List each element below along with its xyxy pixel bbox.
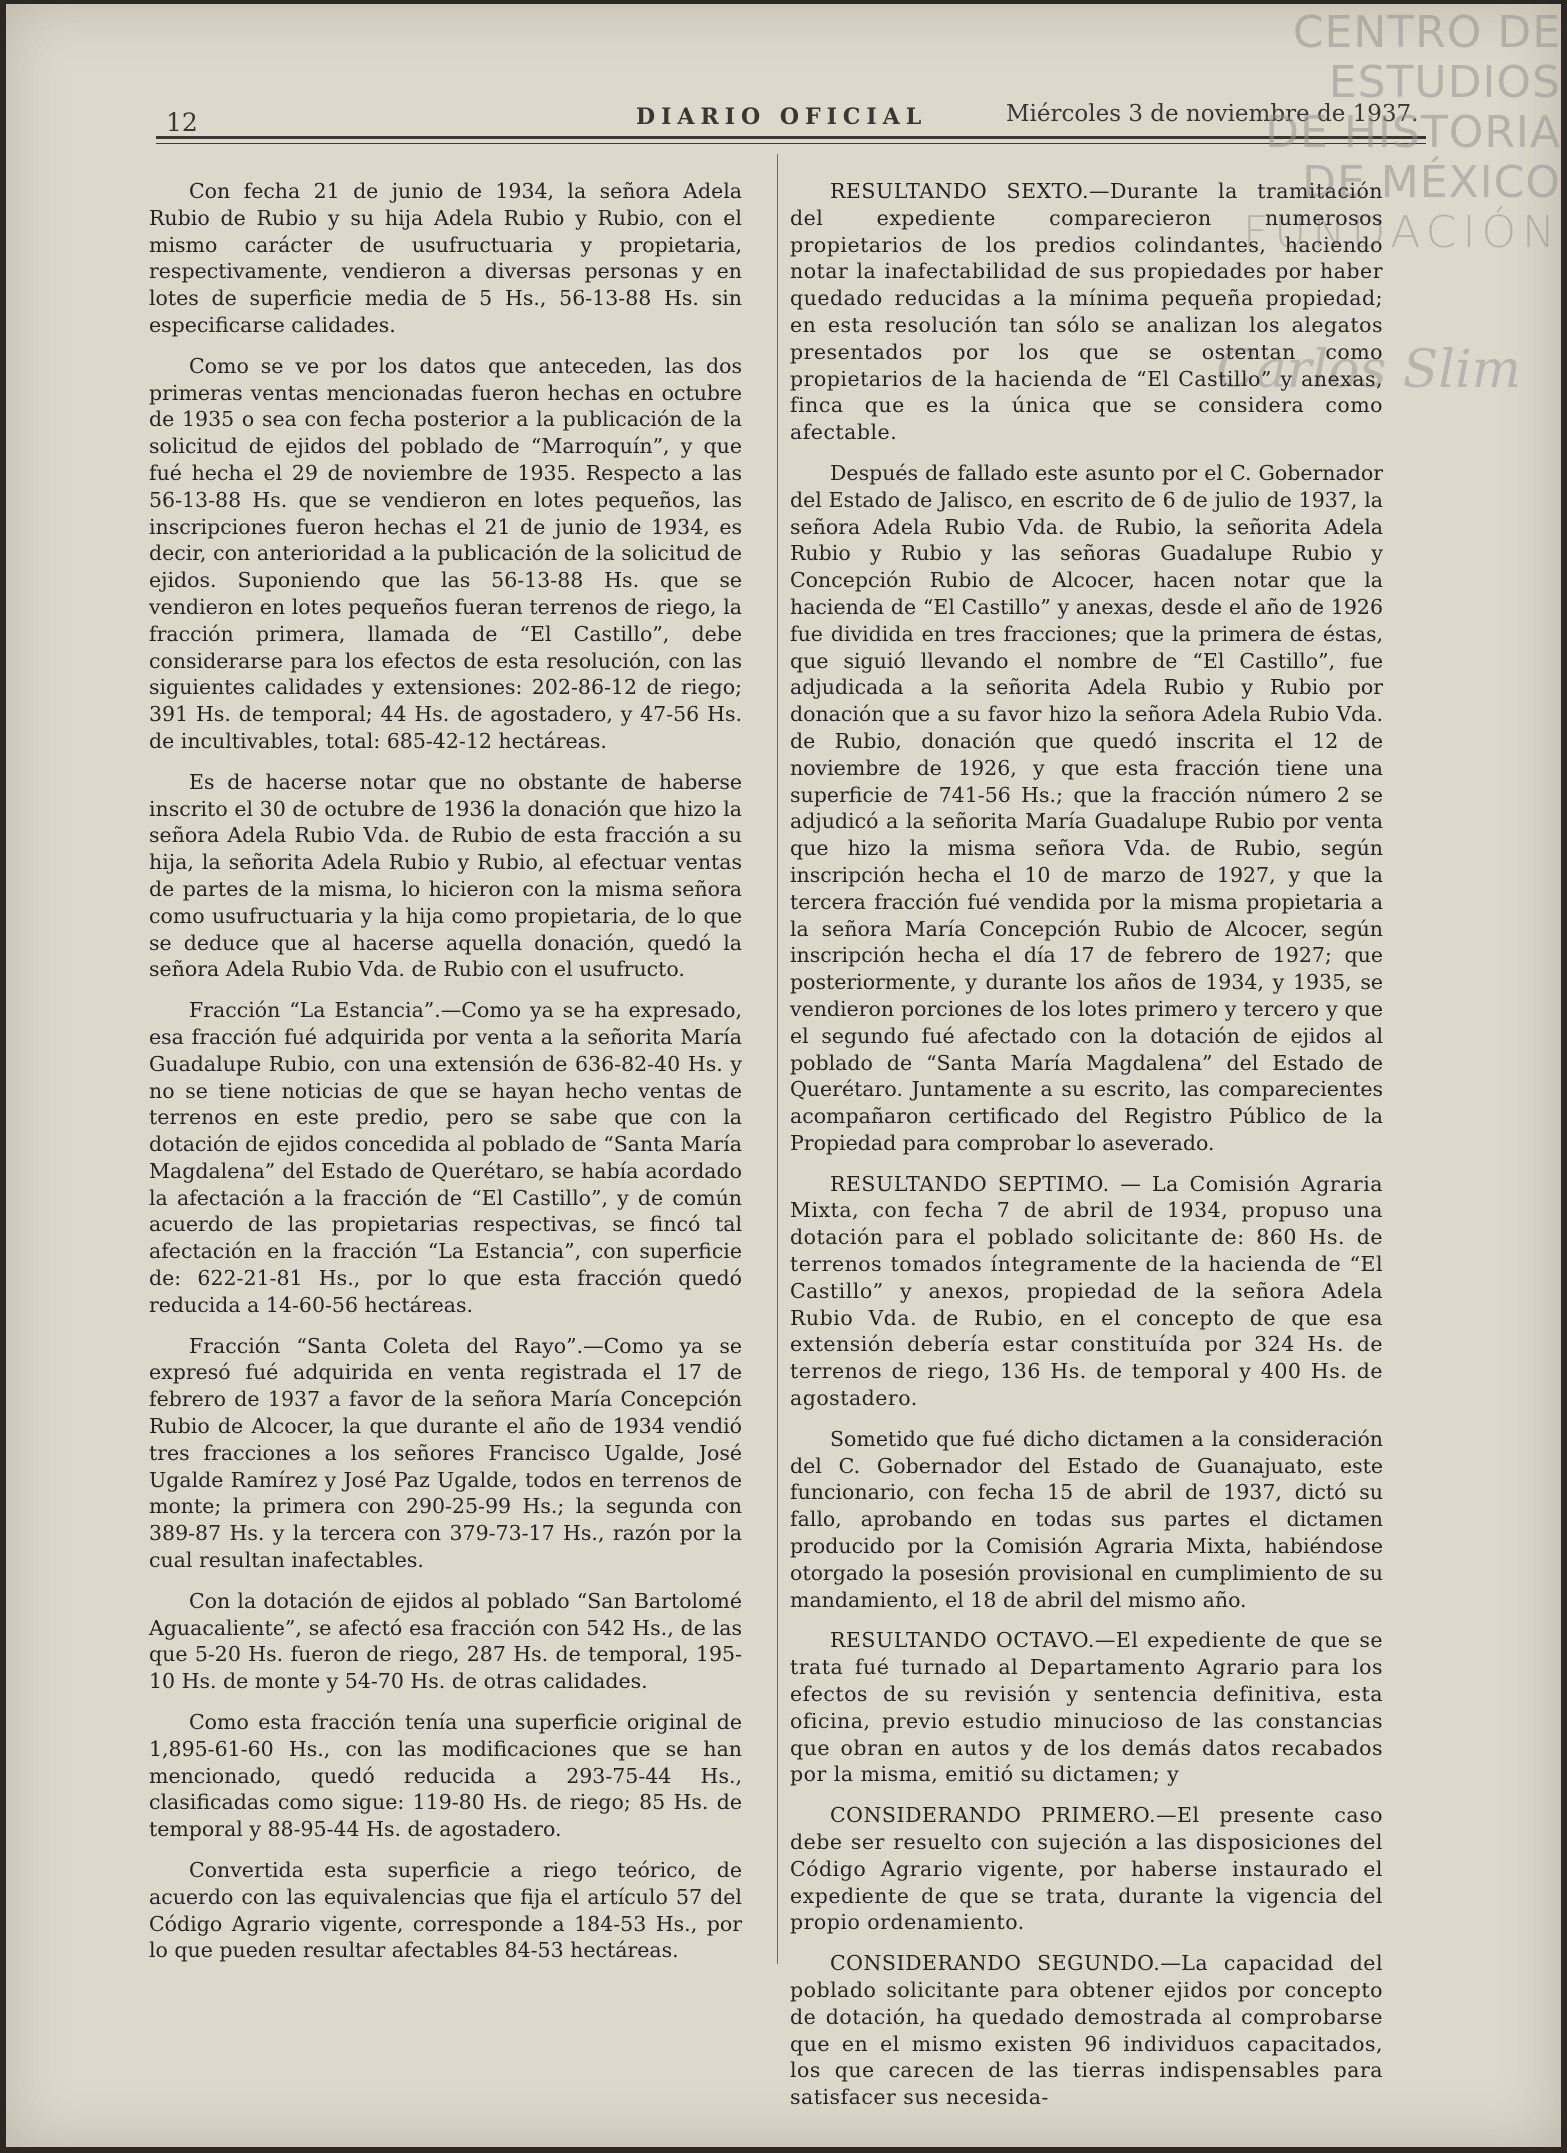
paragraph: Es de hacerse notar que no obstante de haberse inscrito el 30 de octubre de 1936 la donación que hizo la señora Adela Rubio Vda. de Rubio de esta fracción a su hija, la señorita Adela Rubio y Rubio, al efectuar ventas de partes de la misma, lo hicieron con la misma señora como usufructuaria y la hija como propietaria, de lo que se deduce que al hacerse aquella donación, quedó la señora Adela Rubio Vda. de Rubio con el usufructo. xyxy=(149,769,742,982)
watermark-line: DE HISTORIA xyxy=(1265,107,1561,158)
watermark-line: CENTRO DE xyxy=(1292,7,1561,58)
newspaper-page xyxy=(6,4,1561,2147)
paragraph: Como se ve por los datos que anteceden, las dos primeras ventas mencionadas fueron hechas en octubre de 1935 o sea con fecha posterior a la publicación de la solicitud de ejidos del poblado de “Marroquín”, y que fué hecha el 29 de noviembre de 1935. Respecto a las 56-13-88 Hs. que se vendieron en lotes pequeños, las inscripciones fueron hechas el 21 de junio de 1934, es decir, con anterioridad a la publicación de la solicitud de ejidos. Suponiendo que las 56-13-88 Hs. que se vendieron en lotes pequeños fueran terrenos de riego, la fracción primera, llamada de “El Castillo”, debe considerarse para los efectos de esta resolución, con las siguientes calidades y extensiones: 202-86-12 de riego; 391 Hs. de temporal; 44 Hs. de agostadero, y 47-56 Hs. de incultivables, total: 685-42-12 hectáreas. xyxy=(149,353,742,753)
paragraph: Convertida esta superficie a riego teórico, de acuerdo con las equivalencias que fija el artículo 57 del Código Agrario vigente, corresponde a 184-53 Hs., por lo que pueden resultar afectables 84-53 hectáreas. xyxy=(149,1858,742,1963)
paragraph: Fracción “La Estancia”.—Como ya se ha expresado, esa fracción fué adquirida por venta a la señorita María Guadalupe Rubio, con una extensión de 636-82-40 Hs. y no se tiene noticias de que se hayan hecho ventas de terrenos en este predio, pero se sabe que con la dotación de ejidos concedida al poblado de “Santa María Magdalena” del Estado de Querétaro, se había acordado la afectación a la fracción de “El Castillo”, y de común acuerdo de las propietarias respectivas, se fincó tal afectación en la fracción “La Estancia”, con superficie de: 622-21-81 Hs., por lo que esta fracción quedó reducida a 14-60-56 hectáreas. xyxy=(149,998,742,1317)
watermark-signature: Carlos Slim xyxy=(1216,340,1521,400)
issue-date: Miércoles 3 de noviembre de 1937. xyxy=(1006,101,1419,127)
paragraph-resultando-sexto: RESULTANDO SEXTO.—Durante la tramitación del expediente comparecieron numerosos propietarios de los predios colindantes, haciendo notar la inafectabilidad de sus propiedades por haber quedado reducidas a la mínima pequeña propiedad; en esta resolución tan sólo se analizan los alegatos presentados por los que se ostentan como propietarios de la hacienda de “El Castillo” y anexas, finca que es la única que se considera como afectable. xyxy=(790,179,1383,445)
watermark-line: DE MÉXICO xyxy=(1302,157,1561,208)
paragraph: Como esta fracción tenía una superficie original de 1,895-61-60 Hs., con las modificaciones que se han mencionado, quedó reducida a 293-75-44 Hs., clasificadas como sigue: 119-80 Hs. de riego; 85 Hs. de temporal y 88-95-44 Hs. de agostadero. xyxy=(149,1710,742,1842)
journal-title: DIARIO OFICIAL xyxy=(636,104,928,130)
paragraph: Con la dotación de ejidos al poblado “San Bartolomé Aguacaliente”, se afectó esa fracción con 542 Hs., de las que 5-20 Hs. fueron de riego, 287 Hs. de temporal, 195-10 Hs. de monte y 54-70 Hs. de otras calidades. xyxy=(149,1588,742,1694)
paragraph-considerando-primero: CONSIDERANDO PRIMERO.—El presente caso debe ser resuelto con sujeción a las disposiciones del Código Agrario vigente, por haberse instaurado el expediente de que se trata, durante la vigencia del propio ordenamiento. xyxy=(790,1803,1383,1935)
paragraph-resultando-septimo: RESULTANDO SEPTIMO. — La Comisión Agraria Mixta, con fecha 7 de abril de 1934, propuso una dotación para el poblado solicitante de: 860 Hs. de terrenos tomados íntegramente de la hacienda de “El Castillo” y anexos, propiedad de la señora Adela Rubio Vda. de Rubio, en el concepto de que esa extensión debería estar constituída por 324 Hs. de terrenos de riego, 136 Hs. de temporal y 400 Hs. de agostadero. xyxy=(790,1171,1383,1411)
paragraph: Después de fallado este asunto por el C. Gobernador del Estado de Jalisco, en escrito de 6 de julio de 1937, la señora Adela Rubio Vda. de Rubio, la señorita Adela Rubio y Rubio y las señoras Guadalupe Rubio y Concepción Rubio de Alcocer, hacen notar que la hacienda de “El Castillo” y anexas, desde el año de 1926 fue dividida en tres fracciones; que la primera de éstas, que siguió llevando el nombre de “El Castillo”, fue adjudicada a la señorita Adela Rubio y Rubio por donación que a su favor hizo la señora Adela Rubio Vda. de Rubio, donación que quedó inscrita el 12 de noviembre de 1926, y que esta fracción tiene una superficie de 741-56 Hs.; que la fracción número 2 se adjudicó a la señorita María Guadalupe Rubio por venta que hizo la misma señora Vda. de Rubio, según inscripción hecha el 10 de marzo de 1927, y que la tercera fracción fué vendida por la misma propietaria a la señora María Concepción Rubio de Alcocer, según inscripción hecha el día 17 de febrero de 1927; que posteriormente, y durante los años de 1934, y 1935, se vendieron porciones de los lotes primero y tercero y que el segundo fué afectado con la dotación de ejidos al poblado de “Santa María Magdalena” del Estado de Querétaro. Juntamente a su escrito, las comparecientes acompañaron certificado del Registro Público de la Propiedad para comprobar lo aseverado. xyxy=(790,460,1383,1155)
page-number: 12 xyxy=(166,108,198,137)
paragraph-resultando-octavo: RESULTANDO OCTAVO.—El expediente de que se trata fué turnado al Departamento Agrario para los efectos de su revisión y sentencia definitiva, esta oficina, previo estudio minucioso de las constancias que obran en autos y de los demás datos recabados por la misma, emitió su dictamen; y xyxy=(790,1628,1383,1787)
paragraph-considerando-segundo: CONSIDERANDO SEGUNDO.—La capacidad del poblado solicitante para obtener ejidos por concepto de dotación, ha quedado demostrada al comprobarse que en el mismo existen 96 individuos capacitados, los que carecen de las tierras indispensables para satisfacer sus necesida- xyxy=(790,1951,1383,2110)
paragraph: Con fecha 21 de junio de 1934, la señora Adela Rubio de Rubio y su hija Adela Rubio y Rubio, con el mismo carácter de usufructuaria y propietaria, respectivamente, vendieron a diversas personas y en lotes de superficie media de 5 Hs., 56-13-88 Hs. sin especificarse calidades. xyxy=(149,179,742,337)
right-column xyxy=(790,178,1383,2125)
paragraph: Sometido que fué dicho dictamen a la consideración del C. Gobernador del Estado de Guanajuato, este funcionario, con fecha 15 de abril de 1937, dictó su fallo, aprobando en todas sus partes el dictamen producido por la Comisión Agraria Mixta, habiéndose otorgado la posesión provisional en cumplimiento de su mandamiento, el 18 de abril del mismo año. xyxy=(790,1426,1383,1612)
column-divider xyxy=(777,154,778,1964)
watermark-line: ESTUDIOS xyxy=(1328,57,1561,108)
paragraph: Fracción “Santa Coleta del Rayo”.—Como ya se expresó fué adquirida en venta registrada el 17 de febrero de 1937 a favor de la señora María Concepción Rubio de Alcocer, la que durante el año de 1934 vendió tres fracciones a los señores Francisco Ugalde, José Ugalde Ramírez y José Paz Ugalde, todos en terrenos de monte; la primera con 290-25-99 Hs.; la segunda con 389-87 Hs. y la tercera con 379-73-17 Hs., razón por la cual resultan inafectables. xyxy=(149,1333,742,1573)
watermark-line: FUNDACIÓN xyxy=(1242,207,1561,258)
left-column xyxy=(149,178,742,1978)
